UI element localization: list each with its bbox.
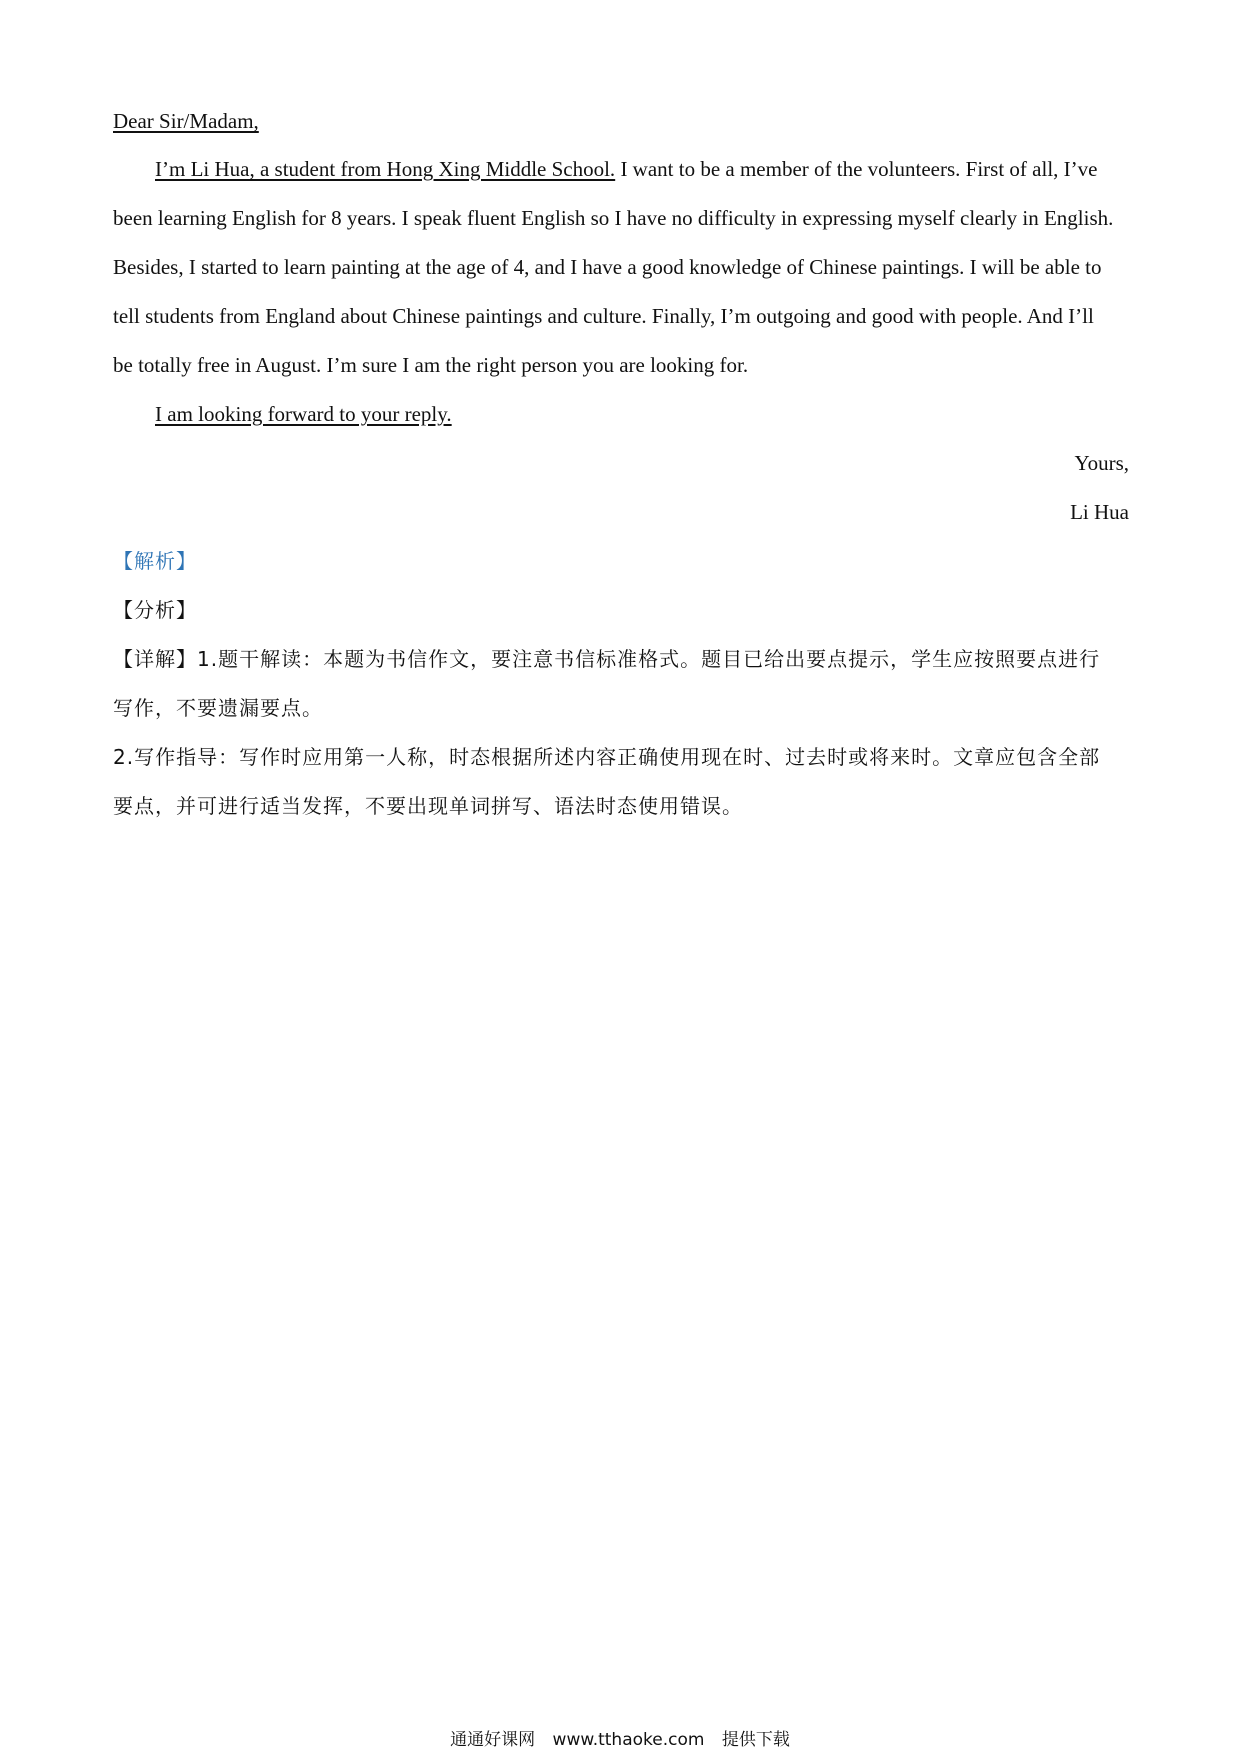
letter-intro-underlined: I’m Li Hua, a student from Hong Xing Middle School. bbox=[155, 157, 616, 181]
footer-site-name: 通通好课网 bbox=[450, 1730, 536, 1750]
jiexi-label: 【解析】 bbox=[113, 549, 197, 573]
footer-suffix: 提供下载 bbox=[721, 1730, 790, 1750]
letter-paragraph-line-1 bbox=[155, 155, 1097, 183]
letter-paragraph-line-3: Besides, I started to learn painting at the age of 4, and I have a good knowledge of Chinese paintings. I will be able to bbox=[113, 255, 1102, 279]
letter-closing-line: I am looking forward to your reply. bbox=[155, 402, 452, 426]
letter-paragraph-line-4: tell students from England about Chinese paintings and culture. Finally, I’m outgoing and good with people. And I’ll bbox=[113, 304, 1094, 328]
xiangjie-line-2: 写作，不要遗漏要点。 bbox=[113, 696, 323, 720]
page-footer bbox=[0, 1725, 1240, 1750]
letter-paragraph-line-2: been learning English for 8 years. I speak fluent English so I have no difficulty in expressing myself clearly in English. bbox=[113, 206, 1114, 230]
letter-signature: Li Hua bbox=[1070, 500, 1129, 524]
letter-salutation: Dear Sir/Madam, bbox=[113, 109, 259, 133]
guide-line-1: 2.写作指导：写作时应用第一人称，时态根据所述内容正确使用现在时、过去时或将来时。文章应包含全部 bbox=[113, 745, 1101, 769]
letter-line-1-rest: I want to be a member of the volunteers. First of all, I’ve bbox=[615, 157, 1098, 181]
xiangjie-line-1: 【详解】1.题干解读：本题为书信作文，要注意书信标准格式。题目已给出要点提示，学生应按照要点进行 bbox=[113, 647, 1101, 671]
footer-url[interactable]: www.tthaoke.com bbox=[552, 1730, 705, 1750]
letter-paragraph-line-5: be totally free in August. I’m sure I am the right person you are looking for. bbox=[113, 353, 749, 377]
fenxi-label: 【分析】 bbox=[113, 598, 197, 622]
letter-signoff: Yours, bbox=[1074, 451, 1129, 475]
guide-line-2: 要点，并可进行适当发挥，不要出现单词拼写、语法时态使用错误。 bbox=[113, 794, 743, 818]
